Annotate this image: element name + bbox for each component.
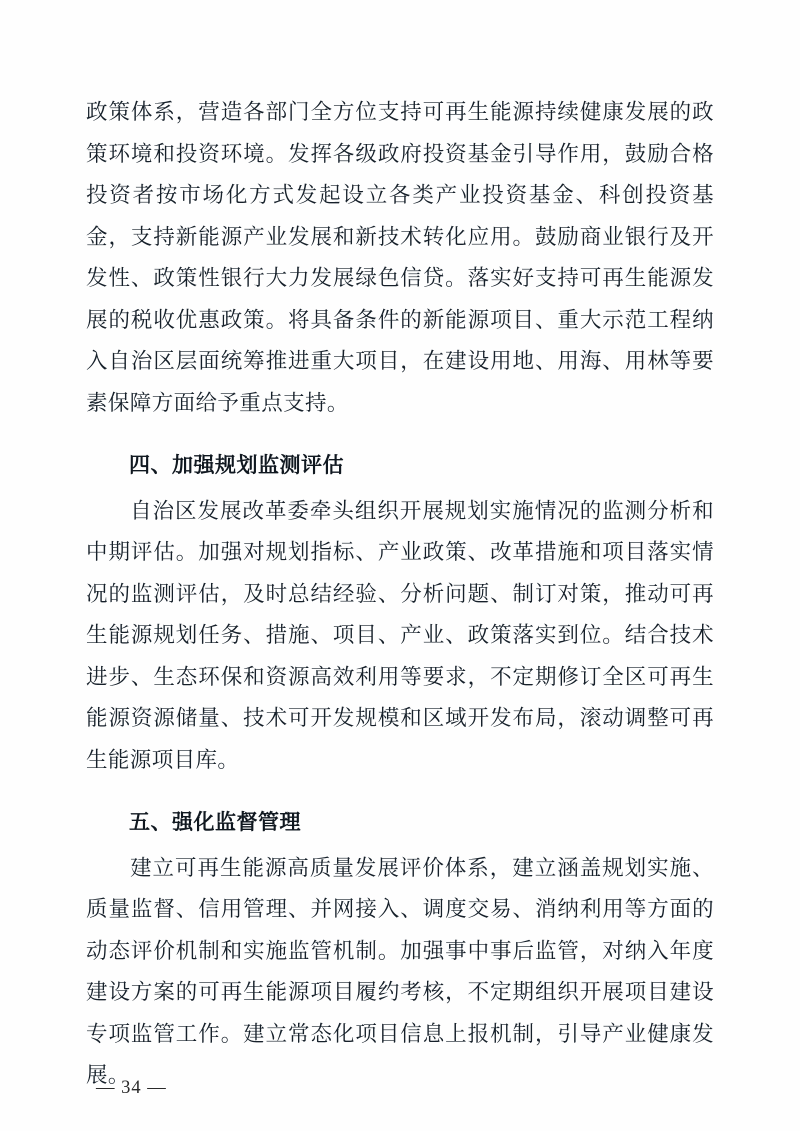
section-heading-five: 五、强化监督管理 — [129, 810, 302, 834]
paragraph-policy-system: 政策体系，营造各部门全方位支持可再生能源持续健康发展的政策环境和投资环境。发挥各级政府投资基金引导作用，鼓励合格投资者按市场化方式发起设立各类产业投资基金、科创投资基金，支持新能源产业发展和新技术转化应用。鼓励商业银行及开发性、政策性银行大力发展绿色信贷。落实好支持可再生能源发展的税收优惠政策。将具备条件的新能源项目、重大示范工程纳入自治区层面统筹推进重大项目，在建设用地、用海、用林等要素保障方面给予重点支持。 — [86, 100, 714, 415]
paragraph-monitoring-evaluation: 自治区发展改革委牵头组织开展规划实施情况的监测分析和中期评估。加强对规划指标、产业政策、改革措施和项目落实情况的监测评估，及时总结经验、分析问题、制订对策，推动可再生能源规划任务、措施、项目、产业、政策落实到位。结合技术进步、生态环保和资源高效利用等要求，不定期修订全区可再生能源资源储量、技术可开发规模和区域开发布局，滚动调整可再生能源项目库。 — [86, 498, 714, 772]
document-body — [86, 92, 714, 1097]
paragraph-supervision-management: 建立可再生能源高质量发展评价体系，建立涵盖规划实施、质量监督、信用管理、并网接入、调度交易、消纳利用等方面的动态评价机制和实施监管机制。加强事中事后监管，对纳入年度建设方案的可再生能源项目履约考核，不定期组织开展项目建设专项监管工作。建立常态化项目信息上报机制，引导产业健康发展。 — [86, 855, 714, 1087]
page-number: — 34 — — [96, 1078, 167, 1098]
spacer — [86, 781, 714, 791]
section-heading-four: 四、加强规划监测评估 — [129, 453, 345, 477]
page-footer — [0, 1078, 800, 1099]
spacer — [86, 424, 714, 434]
